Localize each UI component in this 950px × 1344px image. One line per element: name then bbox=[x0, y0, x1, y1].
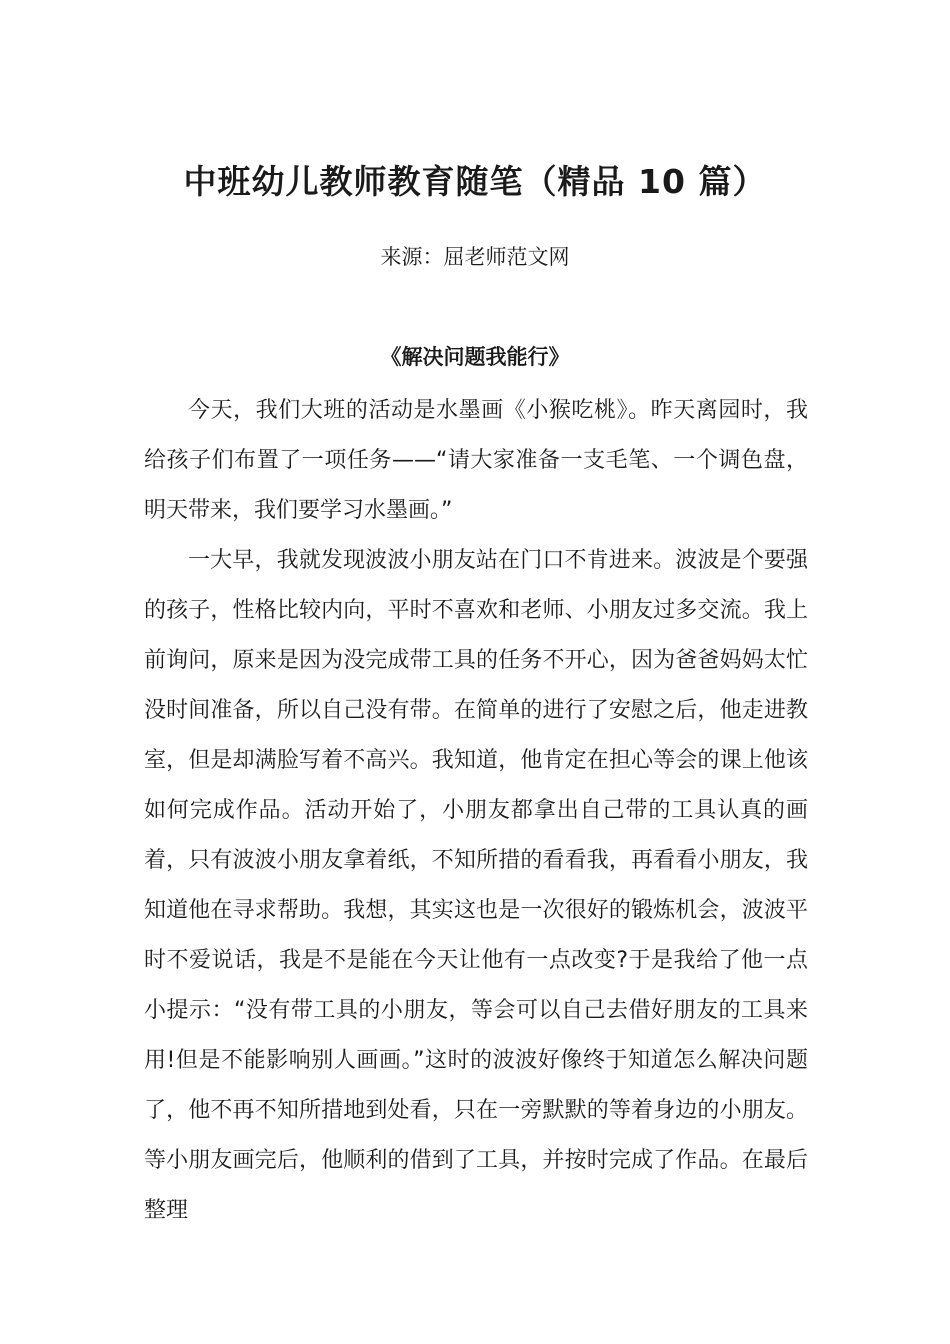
document-title: 中班幼儿教师教育随笔（精品 10 篇） bbox=[183, 162, 767, 201]
section-title: 《解决问题我能行》 bbox=[380, 345, 570, 369]
paragraph: 今天，我们大班的活动是水墨画《小猴吃桃》。昨天离园时，我给孩子们布置了一项任务——“请大家准备一支毛笔、一个调色盘，明天带来，我们要学习水墨画。” bbox=[144, 398, 808, 523]
article-body bbox=[144, 386, 808, 1236]
document-source: 来源：屈老师范文网 bbox=[380, 245, 570, 269]
paragraph: 一大早，我就发现波波小朋友站在门口不肯进来。波波是个要强的孩子，性格比较内向，平时不喜欢和老师、小朋友过多交流。我上前询问，原来是因为没完成带工具的任务不开心，因为爸爸妈妈太忙没时间准备，所以自己没有带。在简单的进行了安慰之后，他走进教室，但是却满脸写着不高兴。我知道，他肯定在担心等会的课上他该如何完成作品。活动开始了，小朋友都拿出自己带的工具认真的画着，只有波波小朋友拿着纸，不知所措的看看我，再看看小朋友，我知道他在寻求帮助。我想，其实这也是一次很好的锻炼机会，波波平时不爱说话，我是不是能在今天让他有一点改变?于是我给了他一点小提示：“没有带工具的小朋友，等会可以自己去借好朋友的工具来用!但是不能影响别人画画。”这时的波波好像终于知道怎么解决问题了，他不再不知所措地到处看，只在一旁默默的等着身边的小朋友。等小朋友画完后，他顺利的借到了工具，并按时完成了作品。在最后整理 bbox=[144, 548, 808, 1223]
